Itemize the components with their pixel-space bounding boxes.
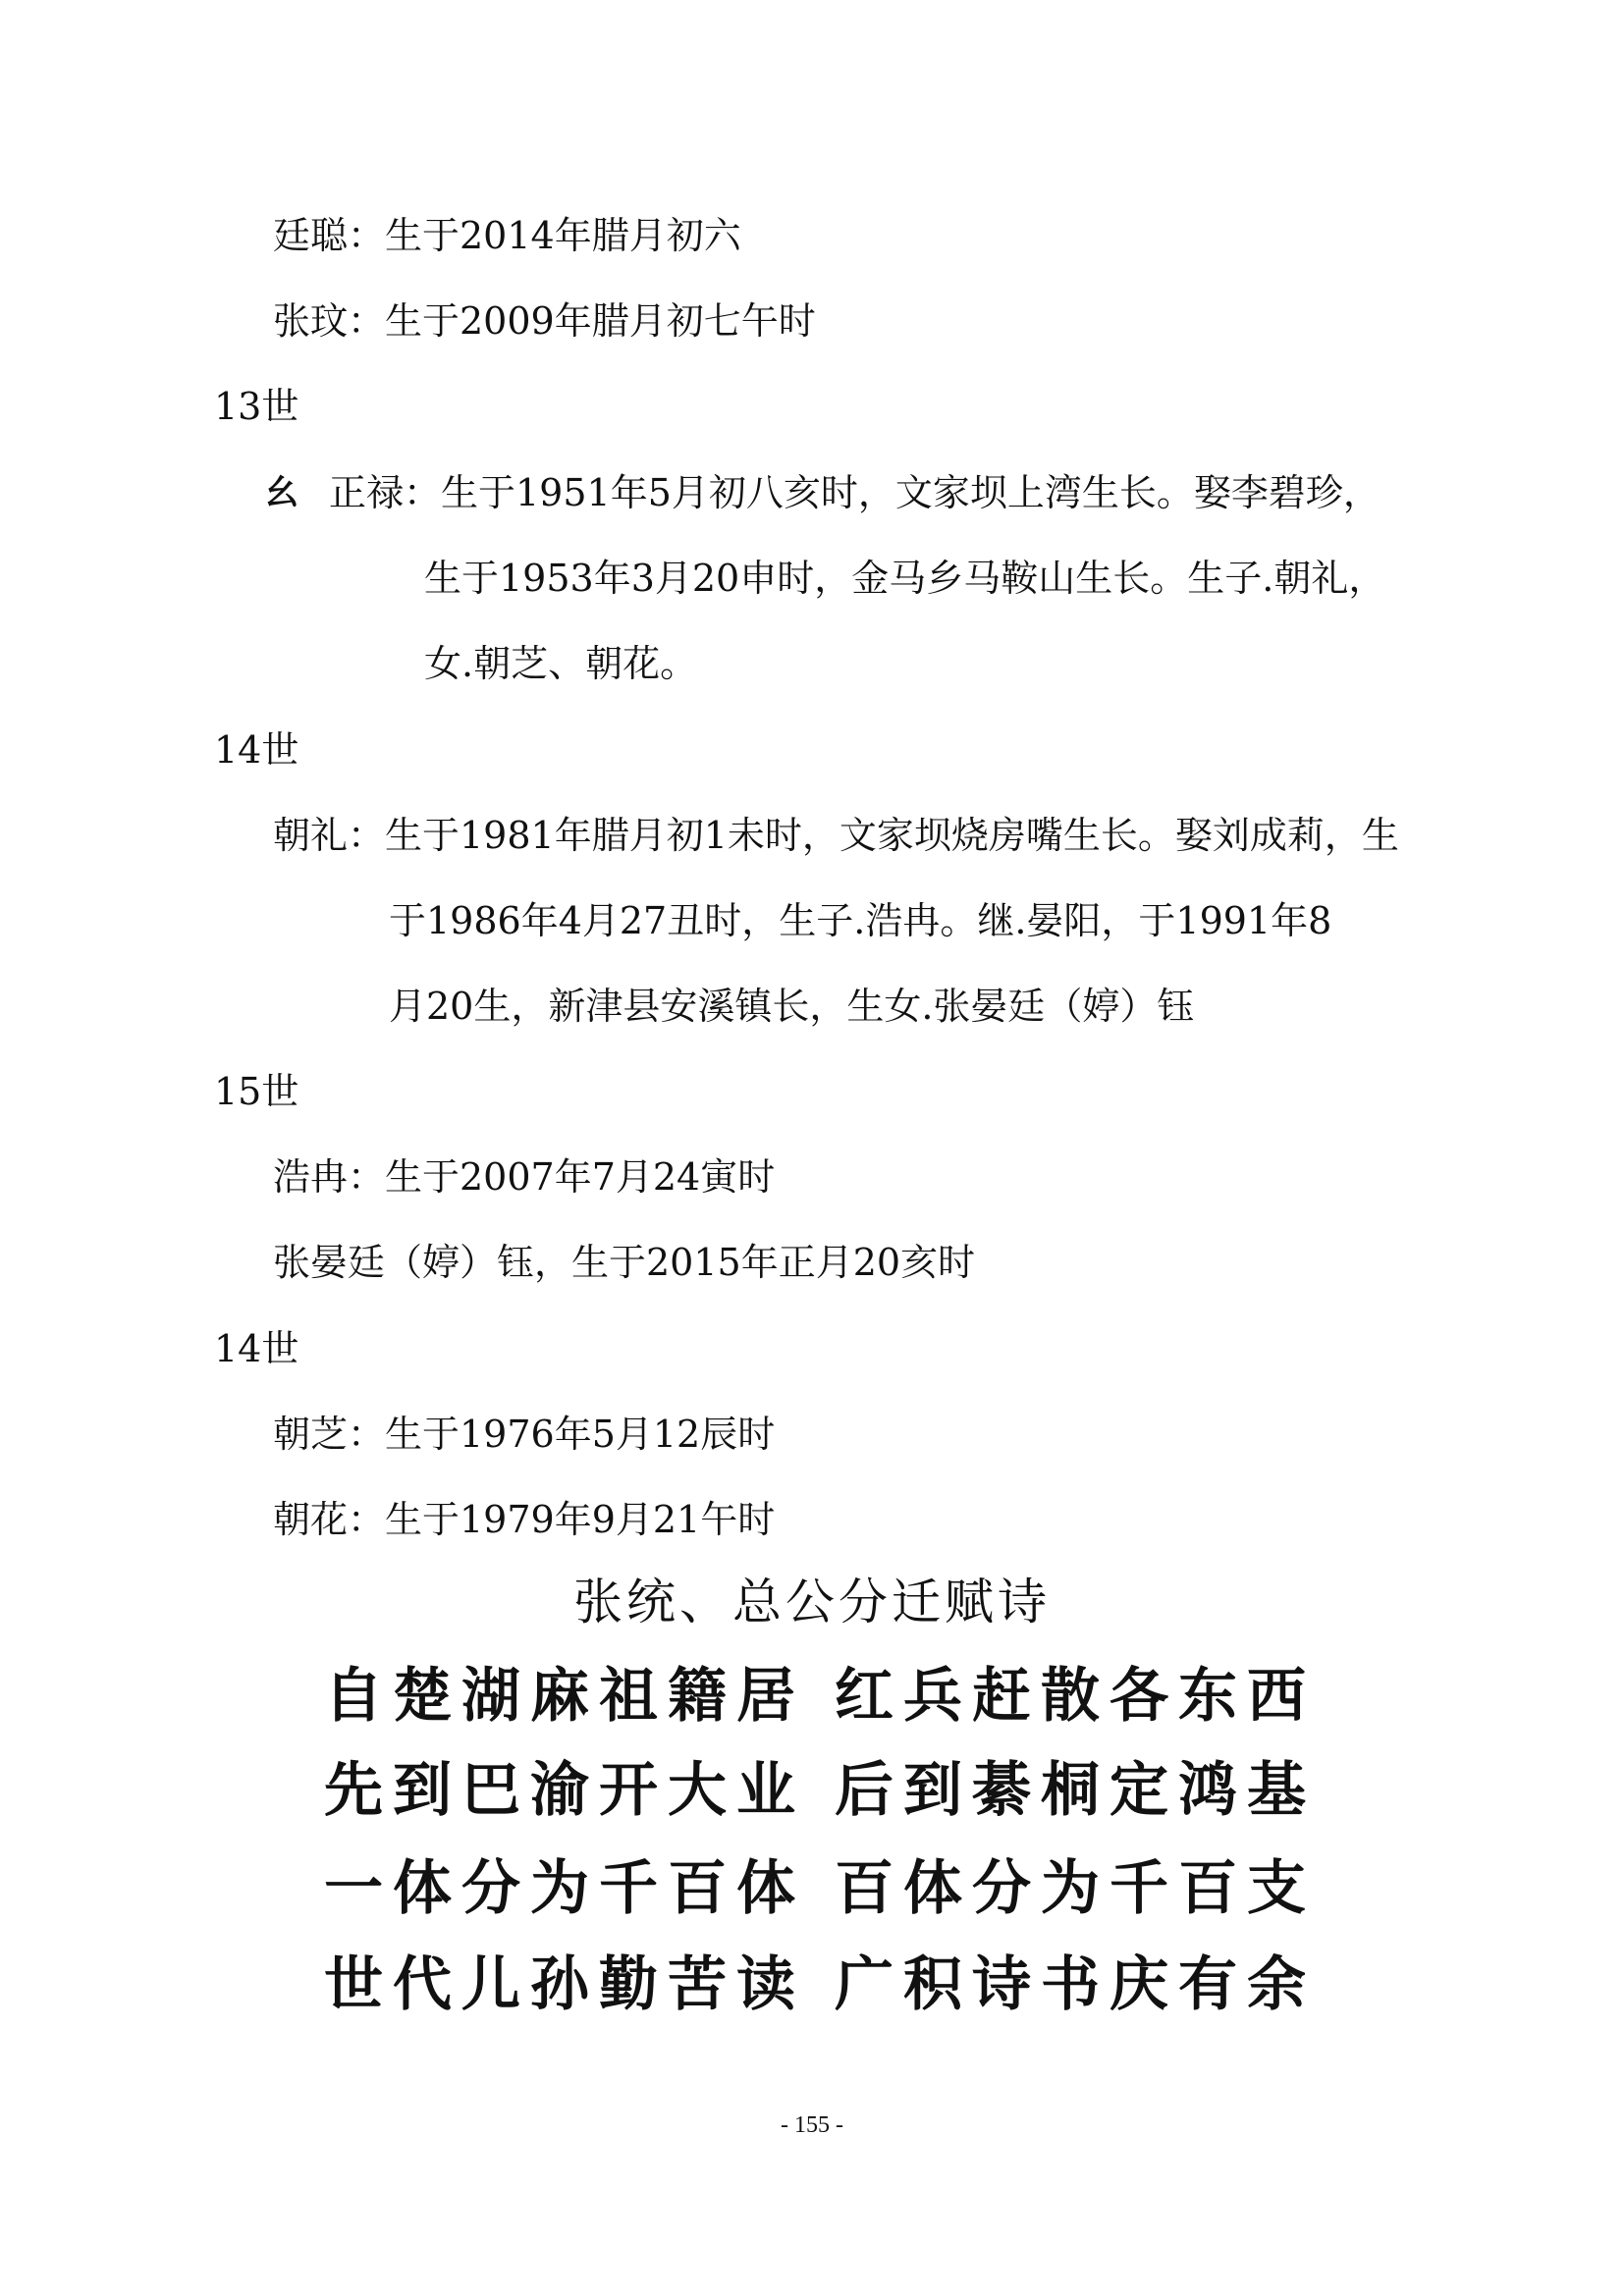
- generation-heading: 14世: [214, 1327, 299, 1370]
- entry-zhangwen: 张玟：生于2009年腊月初七午时: [273, 299, 816, 343]
- generation-heading: 14世: [214, 728, 299, 772]
- poem-line: [324, 1659, 1316, 1734]
- entry-zhangyantingyu: 张晏廷（婷）钰，生于2015年正月20亥时: [273, 1241, 976, 1284]
- entry-chaoli-cont-2: 月20生，新津县安溪镇长，生女.张晏廷（婷）钰: [389, 985, 1195, 1028]
- poem-line-right: 后到綦桐定鸿基: [835, 1756, 1316, 1825]
- entry-zhenglu: 正禄：生于1951年5月初八亥时，文家坝上湾生长。娶李碧珍，: [329, 471, 1380, 514]
- poem-line-left: 世代儿孙勤苦读: [324, 1950, 805, 2019]
- poem-line-left: 先到巴渝开大业: [324, 1756, 805, 1825]
- generation-heading: 13世: [214, 385, 299, 428]
- entry-chaoli: 朝礼：生于1981年腊月初1未时，文家坝烧房嘴生长。娶刘成莉，生: [273, 814, 1399, 857]
- poem-line: [324, 1851, 1316, 1926]
- entry-zhenglu-cont-1: 生于1953年3月20申时，金马乡马鞍山生长。生子.朝礼，: [424, 557, 1386, 600]
- poem-line: [324, 1753, 1316, 1828]
- poem-line-right: 红兵赶散各东西: [835, 1662, 1316, 1731]
- page-number: - 155 -: [781, 2112, 843, 2138]
- poem-line-right: 百体分为千百支: [835, 1854, 1316, 1923]
- generation-heading: 15世: [214, 1070, 299, 1113]
- poem-line-left: 一体分为千百体: [324, 1854, 805, 1923]
- entry-chaozhi: 朝芝：生于1976年5月12辰时: [273, 1413, 776, 1456]
- poem-line-right: 广积诗书庆有余: [835, 1950, 1316, 2019]
- handwritten-mark: 幺: [265, 473, 298, 512]
- entry-haoran: 浩冉：生于2007年7月24寅时: [273, 1155, 776, 1199]
- poem-line-left: 自楚湖麻祖籍居: [324, 1662, 805, 1731]
- entry-chaohua: 朝花：生于1979年9月21午时: [273, 1498, 776, 1541]
- poem-title: 张统、总公分迁赋诗: [573, 1574, 1051, 1630]
- entry-zhenglu-cont-2: 女.朝芝、朝花。: [424, 642, 698, 685]
- entry-chaoli-cont-1: 于1986年4月27丑时，生子.浩冉。继.晏阳，于1991年8: [389, 899, 1332, 942]
- entry-tingcong: 廷聪：生于2014年腊月初六: [273, 214, 741, 257]
- poem-line: [324, 1948, 1316, 2022]
